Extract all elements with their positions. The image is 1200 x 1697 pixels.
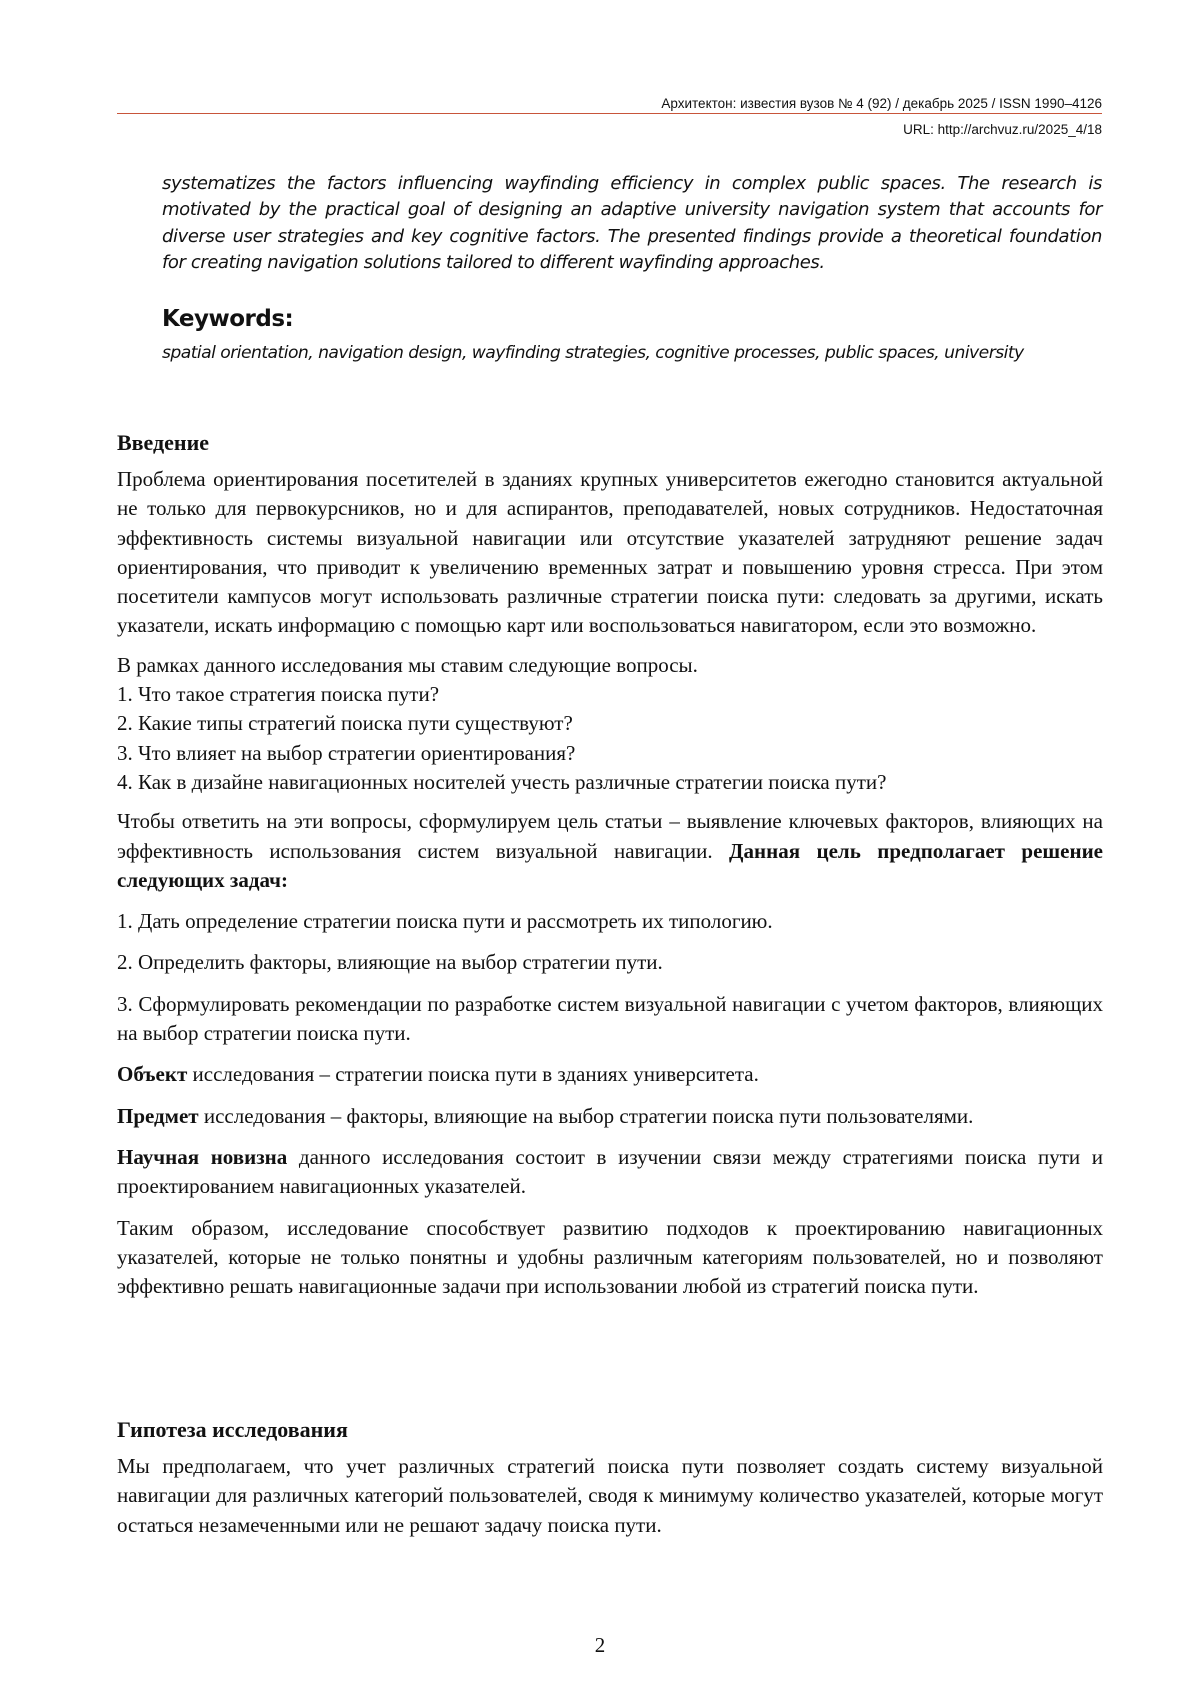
section-heading-hypothesis: Гипотеза исследования bbox=[117, 1417, 348, 1442]
article-url[interactable]: URL: http://archvuz.ru/2025_4/18 bbox=[903, 122, 1102, 137]
question-item: 4. Как в дизайне навигационных носителей учесть различные стратегии поиска пути? bbox=[117, 769, 887, 794]
header-rule bbox=[117, 113, 1102, 114]
subject-paragraph bbox=[117, 1102, 1103, 1131]
question-item: 3. Что влияет на выбор стратегии ориентирования? bbox=[117, 740, 576, 765]
journal-info: Архитектон: известия вузов № 4 (92) / декабрь 2025 / ISSN 1990–4126 bbox=[661, 96, 1102, 111]
hypothesis-paragraph: Мы предполагаем, что учет различных стратегий поиска пути позволяет создать систему визуальной навигации для различных категорий пользователей, сводя к минимуму количество указателей, которые могут остаться незамеченными или не решают задачу поиска пути. bbox=[117, 1454, 1103, 1537]
task-item: 2. Определить факторы, влияющие на выбор стратегии пути. bbox=[117, 950, 663, 975]
task-item: 1. Дать определение стратегии поиска пути и рассмотреть их типологию. bbox=[117, 909, 773, 934]
novelty-paragraph bbox=[117, 1143, 1103, 1202]
section-heading-introduction: Введение bbox=[117, 430, 210, 455]
goal-paragraph bbox=[117, 807, 1103, 895]
question-item: 1. Что такое стратегия поиска пути? bbox=[117, 682, 440, 707]
questions-intro: В рамках данного исследования мы ставим следующие вопросы. bbox=[117, 652, 698, 677]
keywords-heading: Keywords: bbox=[162, 306, 294, 332]
keywords-list: spatial orientation, navigation design, wayfinding strategies, cognitive processes, public spaces, university bbox=[162, 343, 1024, 363]
abstract-english: systematizes the factors influencing wayfinding efficiency in complex public spaces. The research is motivated by the practical goal of designing an adaptive university navigation system that accounts for diverse user strategies and key cognitive factors. The presented findings provide a theoretical foundation for creating navigation solutions tailored to different wayfinding approaches. bbox=[162, 173, 1102, 273]
object-text: исследования – стратегии поиска пути в зданиях университета. bbox=[187, 1062, 759, 1087]
task-item: 3. Сформулировать рекомендации по разработке систем визуальной навигации с учетом факторов, влияющих на выбор стратегии поиска пути. bbox=[117, 991, 1103, 1046]
introduction-section bbox=[117, 428, 1103, 1301]
running-header bbox=[117, 96, 1102, 138]
hypothesis-section bbox=[117, 1415, 1103, 1540]
object-label: Объект bbox=[117, 1062, 188, 1087]
page-number: 2 bbox=[594, 1633, 606, 1657]
goal-bold-text: Данная цель предполагает решение следующих задач: bbox=[117, 838, 1104, 892]
novelty-text: данного исследования состоит в изучении связи между стратегиями поиска пути и проектированием навигационных указателей. bbox=[117, 1144, 1103, 1199]
novelty-label: Научная новизна bbox=[117, 1144, 288, 1169]
object-paragraph bbox=[117, 1060, 1103, 1089]
subject-text: исследования – факторы, влияющие на выбор стратегии поиска пути пользователями. bbox=[198, 1103, 974, 1128]
subject-label: Предмет bbox=[117, 1103, 199, 1128]
goal-text: Чтобы ответить на эти вопросы, сформулируем цель статьи – выявление ключевых факторов, влияющих на эффективность использования систем визуальной навигации. bbox=[117, 809, 1103, 863]
intro-paragraph: Проблема ориентирования посетителей в зданиях крупных университетов ежегодно становится актуальной не только для первокурсников, но и для аспирантов, преподавателей, новых сотрудников. Недостаточная эффективность системы визуальной навигации или отсутствие указателей затрудняют решение задач ориентирования, что приводит к увеличению временных затрат и повышению уровня стресса. При этом посетители кампусов могут использовать различные стратегии поиска пути: следовать за другими, искать указатели, искать информацию с помощью карт или воспользоваться навигатором, если это возможно. bbox=[117, 467, 1103, 638]
conclusion-paragraph: Таким образом, исследование способствует развитию подходов к проектированию навигационных указателей, которые не только понятны и удобны различным категориям пользователей, но и позволяют эффективно решать навигационные задачи при использовании любой из стратегий поиска пути. bbox=[117, 1215, 1103, 1299]
question-item: 2. Какие типы стратегий поиска пути существуют? bbox=[117, 711, 573, 736]
